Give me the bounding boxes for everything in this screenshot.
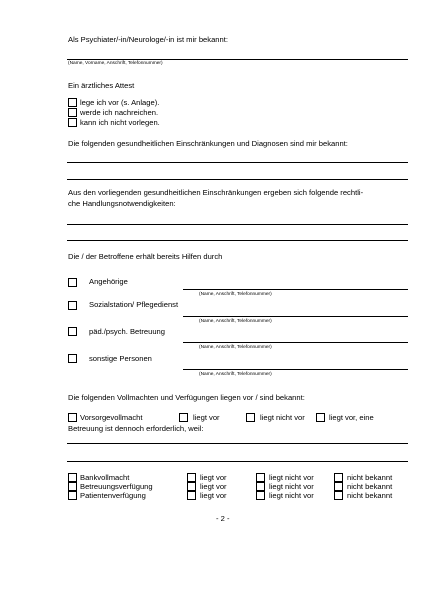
patient-absent-checkbox[interactable] — [256, 491, 265, 500]
vorsorge-absent-label: liegt nicht vor — [260, 413, 305, 422]
patient-present-label: liegt vor — [200, 491, 227, 500]
help-item-other-persons: sonstige Personen — [89, 354, 152, 363]
bank-present-checkbox[interactable] — [187, 473, 196, 482]
powers-continuation: Betreuung ist dennoch erforderlich, weil: — [68, 424, 204, 433]
attest-checkbox-none[interactable] — [68, 118, 77, 127]
patient-absent-label: liegt nicht vor — [269, 491, 314, 500]
needs-line-1[interactable] — [67, 224, 408, 225]
help-line-educational-care[interactable] — [183, 342, 408, 343]
help-label: Die / der Betroffene erhält bereits Hilfen durch — [68, 252, 223, 261]
bank-unknown-checkbox[interactable] — [334, 473, 343, 482]
help-checkbox-other-persons[interactable] — [68, 354, 77, 363]
powers-reason-line-2[interactable] — [67, 461, 408, 462]
psychiatrist-hint: (Name, Vorname, Anschrift, Telefonnummer) — [68, 61, 163, 66]
help-line-relatives[interactable] — [183, 289, 408, 290]
psychiatrist-label: Als Psychiater/-in/Neurologe/-in ist mir bekannt: — [68, 35, 228, 44]
help-item-educational-care: päd./psych. Betreuung — [89, 327, 165, 336]
vorsorge-present-but-label: liegt vor, eine — [329, 413, 374, 422]
betreuung-unknown-checkbox[interactable] — [334, 482, 343, 491]
vorsorge-present-checkbox[interactable] — [179, 413, 188, 422]
vorsorge-absent-checkbox[interactable] — [246, 413, 255, 422]
help-checkbox-educational-care[interactable] — [68, 327, 77, 336]
patient-present-checkbox[interactable] — [187, 491, 196, 500]
vorsorge-present-but-checkbox[interactable] — [316, 413, 325, 422]
attest-checkbox-later[interactable] — [68, 108, 77, 117]
betreuung-checkbox[interactable] — [68, 482, 77, 491]
help-checkbox-relatives[interactable] — [68, 278, 77, 287]
needs-text-2: che Handlungsnotwendigkeiten: — [68, 199, 176, 208]
vorsorge-checkbox[interactable] — [68, 413, 77, 422]
needs-line-2[interactable] — [67, 240, 408, 241]
betreuung-present-checkbox[interactable] — [187, 482, 196, 491]
vorsorge-label: Vorsorgevollmacht — [80, 413, 143, 422]
betreuung-label: Betreuungsverfügung — [80, 482, 153, 491]
help-line-care-service[interactable] — [183, 316, 408, 317]
help-hint-educational-care: (Name, Anschrift, Telefonnummer) — [199, 345, 272, 350]
help-hint-relatives: (Name, Anschrift, Telefonnummer) — [199, 292, 272, 297]
bank-label: Bankvollmacht — [80, 473, 130, 482]
bank-present-label: liegt vor — [200, 473, 227, 482]
diagnoses-label: Die folgenden gesundheitlichen Einschränkungen und Diagnosen sind mir bekannt: — [68, 139, 348, 148]
patient-unknown-label: nicht bekannt — [347, 491, 393, 500]
bank-unknown-label: nicht bekannt — [347, 473, 393, 482]
help-hint-other-persons: (Name, Anschrift, Telefonnummer) — [199, 372, 272, 377]
attest-checkbox-present[interactable] — [68, 98, 77, 107]
patient-unknown-checkbox[interactable] — [334, 491, 343, 500]
diagnoses-line-2[interactable] — [67, 179, 408, 180]
help-hint-care-service: (Name, Anschrift, Telefonnummer) — [199, 319, 272, 324]
betreuung-unknown-label: nicht bekannt — [347, 482, 393, 491]
vorsorge-present-label: liegt vor — [193, 413, 220, 422]
bank-checkbox[interactable] — [68, 473, 77, 482]
help-checkbox-care-service[interactable] — [68, 301, 77, 310]
attest-option-present: lege ich vor (s. Anlage). — [80, 98, 160, 107]
betreuung-absent-checkbox[interactable] — [256, 482, 265, 491]
betreuung-absent-label: liegt nicht vor — [269, 482, 314, 491]
betreuung-present-label: liegt vor — [200, 482, 227, 491]
attest-label: Ein ärztliches Attest — [68, 81, 135, 90]
help-item-relatives: Angehörige — [89, 277, 128, 286]
bank-absent-label: liegt nicht vor — [269, 473, 314, 482]
needs-text-1: Aus den vorliegenden gesundheitlichen Einschränkungen ergeben sich folgende rechtli- — [68, 188, 364, 197]
bank-absent-checkbox[interactable] — [256, 473, 265, 482]
attest-option-later: werde ich nachreichen. — [80, 108, 159, 117]
powers-reason-line-1[interactable] — [67, 443, 408, 444]
powers-label: Die folgenden Vollmachten und Verfügungen liegen vor / sind bekannt: — [68, 393, 305, 402]
patient-checkbox[interactable] — [68, 491, 77, 500]
attest-option-none: kann ich nicht vorlegen. — [80, 118, 160, 127]
patient-label: Patientenverfügung — [80, 491, 146, 500]
help-item-care-service: Sozialstation/ Pflegedienst — [89, 300, 179, 309]
psychiatrist-line[interactable] — [67, 59, 408, 60]
help-line-other-persons[interactable] — [183, 369, 408, 370]
page-number: - 2 - — [216, 514, 230, 523]
diagnoses-line-1[interactable] — [67, 162, 408, 163]
